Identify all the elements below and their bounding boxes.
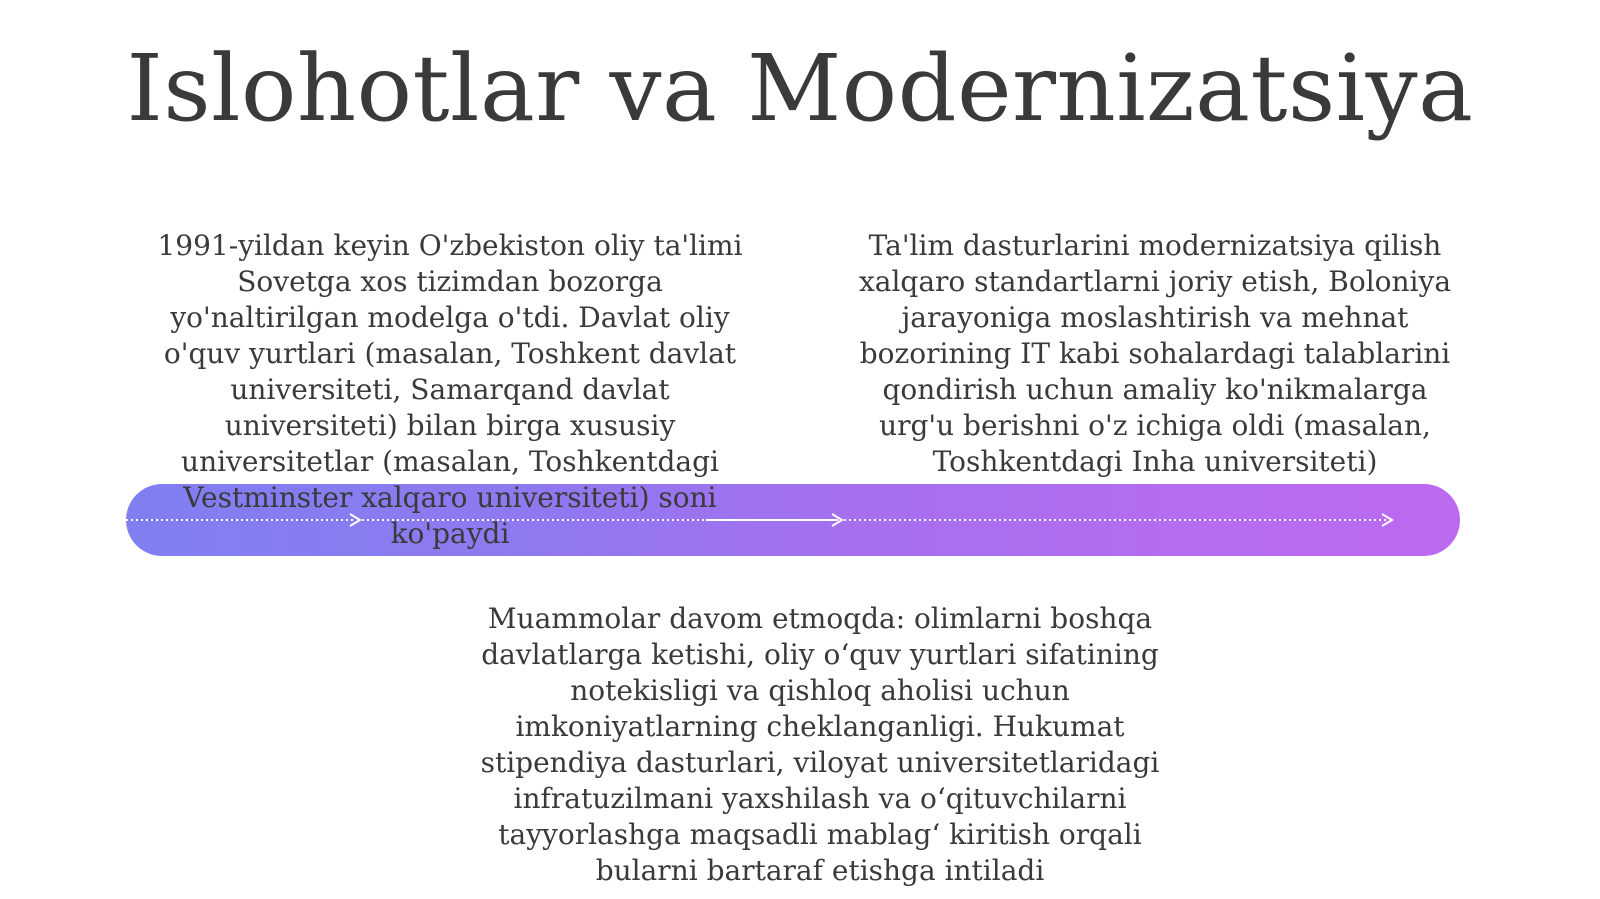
text-block-bottom: Muammolar davom etmoqda: olimlarni boshqa davlatlarga ketishi, oliy o‘quv yurtlari sifatining notekisligi va qishloq aholisi uchun imkoniyatlarning cheklanganligi. Hukumat stipendiya dasturlari, viloyat universitetlaridagi infratuzilmani yaxshilash va o‘qituvchilarni tayyorlashga maqsadli mablag‘ kiritish orqali bularni bartaraf etishga intiladi [480,602,1160,887]
arrow-head-icon [1382,514,1392,526]
slide-title: Islohotlar va Modernizatsiya [126,35,1474,142]
text-block-left: 1991-yildan keyin O'zbekiston oliy ta'limi Sovetga xos tizimdan bozorga yo'naltirilgan modelga o'tdi. Davlat oliy o'quv yurtlari (masalan, Toshkent davlat universiteti, Samarqand davlat universiteti) bilan birga xususiy universitetlar (masalan, Toshkentdagi Vestminster xalqaro universiteti) soni ko'paydi [157,229,743,550]
text-block-right: Ta'lim dasturlarini modernizatsiya qilish xalqaro standartlarni joriy etish, Boloniya jarayoniga moslashtirish va mehnat bozorining IT kabi sohalardagi talablarini qondirish uchun amaliy ko'nikmalarga urg'u berishni o'z ichiga oldi (masalan, Toshkentdagi Inha universiteti) [858,229,1452,478]
